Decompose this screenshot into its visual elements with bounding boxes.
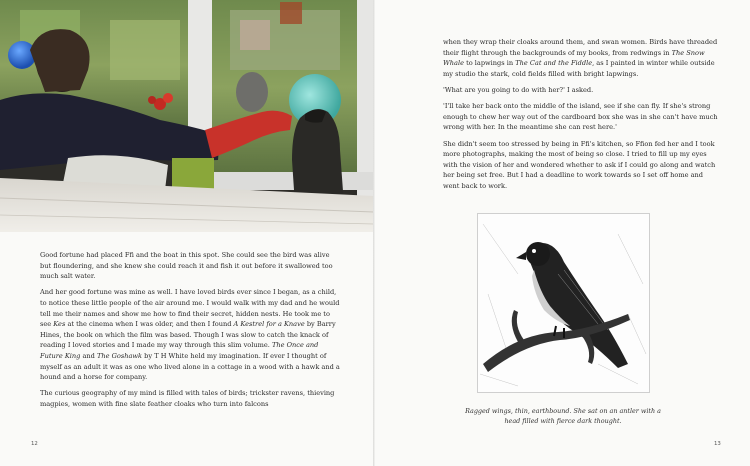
italic-title: The Once and Future King: [40, 341, 319, 360]
caption-line: head filled with fierce dark thought.: [504, 417, 622, 425]
italic-title: The Cat and the Fiddle: [515, 59, 593, 68]
caption-line: Ragged wings, thin, earthbound. She sat on an antler with a: [465, 407, 661, 415]
italic-title: Kes: [53, 320, 66, 329]
paragraph: 'I'll take her back onto the middle of the island, see if she can fly. If she's strong enough to chew her way out of the cardboard box she was in she can't have much wrong with her. In the meantime she can rest here.': [443, 102, 718, 132]
italic-title: The Snow Whale: [443, 48, 705, 68]
figure-caption: [452, 406, 674, 426]
left-page: [0, 0, 374, 466]
paragraph: when they wrap their cloaks around them, and swan women. Birds have threaded their flight through the backgrounds of my books, from redwings in The Snow Whale to lapwings in The Cat and the Fiddle, as I painted in winter while outside my studio the stark, cold fields filled with bright lapwings.: [443, 38, 718, 78]
italic-title: A Kestrel for a Knave: [233, 320, 305, 329]
paragraph: And her good fortune was mine as well. I have loved birds ever since I began, as a child, to notice these little people of the air around me. I would walk with my dad and he would tell me their names and show me how to find their secret, hidden nests. He took me to see Kes at the cinema when I was older, and then I found A Kestrel for a Knave by Barry Hines, the book on which the film was based. Though I was slow to catch the knack of reading I loved stories and I made my way through this slim volume. The Once and Future King and The Goshawk by T H White held my imagination. If ever I thought of myself as an adult it was as one who lived alone in a cottage in a wood with a hawk and a hound and a horse for company.: [40, 288, 340, 382]
falcon-drawing: [477, 213, 650, 393]
paragraph: She didn't seem too stressed by being in Ffi's kitchen, so Ffion fed her and I took more photographs, making the most of being so close. I tried to fill up my eyes with the vision of her and wondered whether to ask if I could go along and watch her being set free. But I had a deadline to work towards so I set off home and went back to work.: [443, 139, 716, 190]
left-page-body: [40, 250, 340, 410]
paragraph: 'What are you going to do with her?' I asked.: [443, 85, 594, 94]
paragraph: Good fortune had placed Ffi and the boat in this spot. She could see the bird was alive but floundering, and she knew she could reach it and fish it out before it swallowed too much salt water.: [40, 251, 333, 281]
paragraph: The curious geography of my mind is filled with tales of birds; trickster ravens, thieving magpies, women with fine slate feather cloaks who turn into falcons: [40, 389, 335, 408]
italic-title: The Goshawk: [96, 351, 143, 360]
page-number-right: 13: [714, 441, 721, 447]
right-page-body: [443, 37, 718, 192]
photo-woman-with-bird: [0, 0, 374, 232]
page-number-left: 12: [31, 441, 38, 447]
